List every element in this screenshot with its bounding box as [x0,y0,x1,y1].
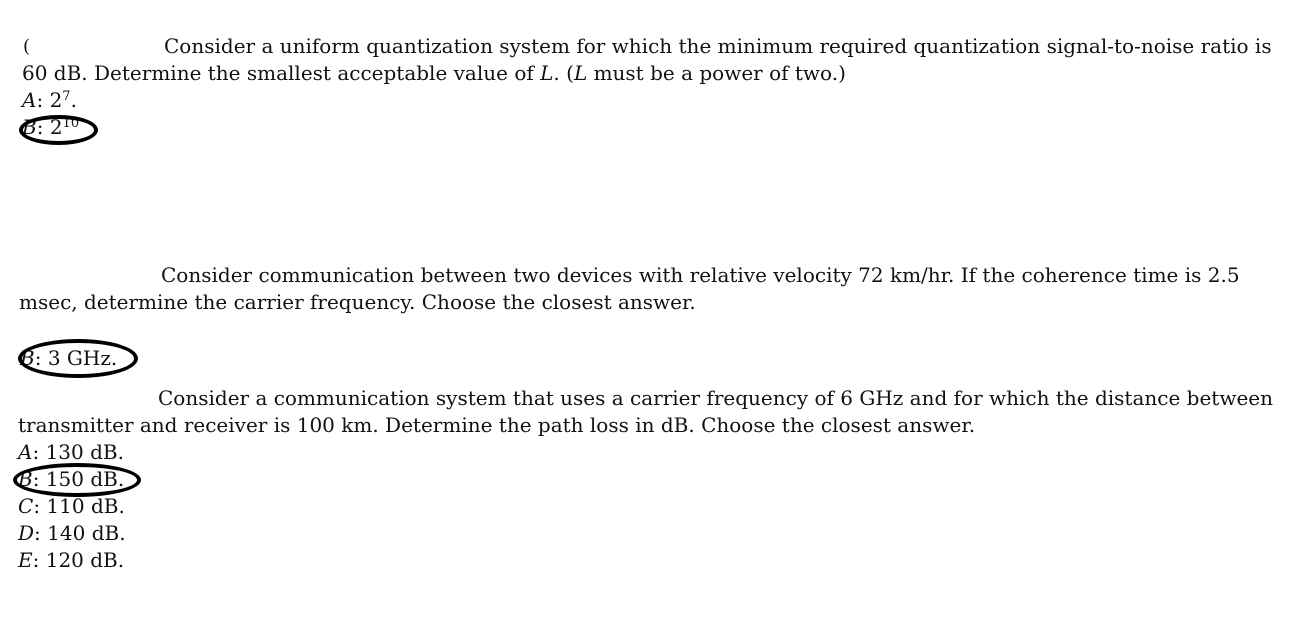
question-text-line-1: Consider a uniform quantization system for which the minimum required quantization signal-to-noise ratio is [164,34,1272,58]
selected-answer-circle [19,115,98,145]
option-suffix: . [70,88,77,112]
option-value: 130 dB. [45,440,124,464]
option-exponent: 7 [62,89,71,104]
option-letter: A [22,88,37,112]
option-separator: : [36,115,50,139]
question-text-line-2: msec, determine the carrier frequency. Choose the closest answer. [19,290,696,314]
option-letter: B [20,346,35,370]
question-text-fragment: 60 dB. Determine the smallest acceptable value of [22,61,541,85]
question-text-line-1: Consider a communication system that uses a carrier frequency of 6 GHz and for which the distance between [158,386,1273,410]
question-path-loss [18,385,1273,574]
option-letter: B [22,115,37,139]
option-value: 140 dB. [47,521,126,545]
option-separator: : [34,521,48,545]
option-letter: D [18,521,35,545]
answer-option-a[interactable] [18,439,1268,466]
selected-answer-circle [18,339,138,378]
answer-option-e[interactable] [18,547,1268,574]
question-text-line-2 [22,60,1272,87]
option-base: 2 [49,115,63,139]
option-value: 150 dB. [45,467,125,491]
answer-option-a[interactable] [22,87,1272,114]
option-letter: B [18,467,33,491]
question-text-line-2: transmitter and receiver is 100 km. Determine the path loss in dB. Choose the closest answer. [18,413,976,437]
option-letter: E [18,548,33,572]
option-exponent: 10 [62,116,80,131]
variable-l: L [573,61,588,85]
answer-option-b[interactable] [18,466,1268,493]
question-text-fragment: must be a power of two.) [587,61,846,85]
question-coherence-time [19,262,1269,316]
answer-option-d[interactable] [18,520,1268,547]
question-quantization [22,33,1272,141]
page-margin-mark: ( [23,36,31,57]
option-value: 3 GHz. [47,346,118,370]
option-separator: : [36,88,50,112]
variable-l: L [540,61,554,85]
option-separator: : [32,440,46,464]
option-value: 110 dB. [46,494,125,518]
answer-option-c[interactable] [18,493,1268,520]
selected-answer-circle [13,463,141,497]
answer-option-b[interactable] [22,114,1272,141]
option-separator: : [33,494,47,518]
option-separator: : [32,467,46,491]
option-separator: : [34,346,48,370]
option-base: 2 [49,88,63,112]
option-letter: A [18,440,33,464]
option-value: 120 dB. [45,548,125,572]
question-text-line-1: Consider communication between two devices with relative velocity 72 km/hr. If the coherence time is 2.5 [161,263,1240,287]
option-separator: : [32,548,46,572]
question-text-fragment: . ( [553,61,574,85]
option-letter: C [18,494,34,518]
